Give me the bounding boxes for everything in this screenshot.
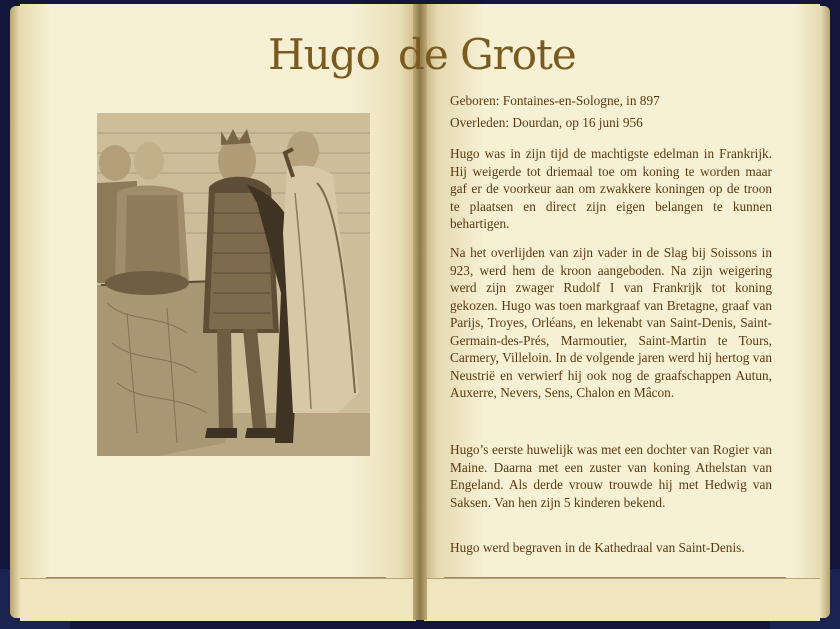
paragraph-3: Hugo’s eerste huwelijk was met een dochter van Rogier van Maine. Daarna met een zuster van koning Athelstan van Engeland. Als derde vrouw trouwde hij met Hedwig van Saksen. Van hen zijn 5 kinderen bekend. <box>450 442 772 510</box>
right-footer-rule <box>444 577 786 578</box>
engraving-illustration <box>97 113 370 456</box>
paragraph-1: Hugo was in zijn tijd de machtigste edelman in Frankrijk. Hij weigerde tot driemaal toe om koning te worden maar gaf er de voorkeur aan om zwakkere koningen op de troon te plaatsen en direct zijn eigen belangen te kunnen behartigen. <box>450 146 772 231</box>
left-page-bottom <box>20 578 416 621</box>
engraving-image <box>97 113 370 456</box>
paragraph-2: Na het overlijden van zijn vader in de Slag bij Soissons in 923, werd hem de kroon aangeboden. Na zijn weigering werd zijn zwager Rudolf I van Frankrijk tot koning gekozen. Hugo was toen markgraaf van Bretagne, graaf van Parijs, Troyes, Orléans, en lekenabt van Saint-Denis, Saint-Germain-des-Prés, Marmoutier, Saint-Martin te Tours, Carmery, Villeloin. In de volgende jaren werd hij hertog van Neustrië en verwierf hij ook nog de graafschappen Autun, Auxerre, Nevers, Sens, Chalon en Mâcon. <box>450 245 772 400</box>
title-part-2: de Grote <box>398 30 576 79</box>
title-part-1: Hugo <box>268 30 380 79</box>
right-page-bottom <box>424 578 820 621</box>
died-line: Overleden: Dourdan, op 16 juni 956 <box>450 115 643 130</box>
left-footer-rule <box>46 577 386 578</box>
paragraph-4: Hugo werd begraven in de Kathedraal van Saint-Denis. <box>450 540 745 555</box>
book-spine <box>413 4 427 620</box>
born-line: Geboren: Fontaines-en-Sologne, in 897 <box>450 93 660 108</box>
